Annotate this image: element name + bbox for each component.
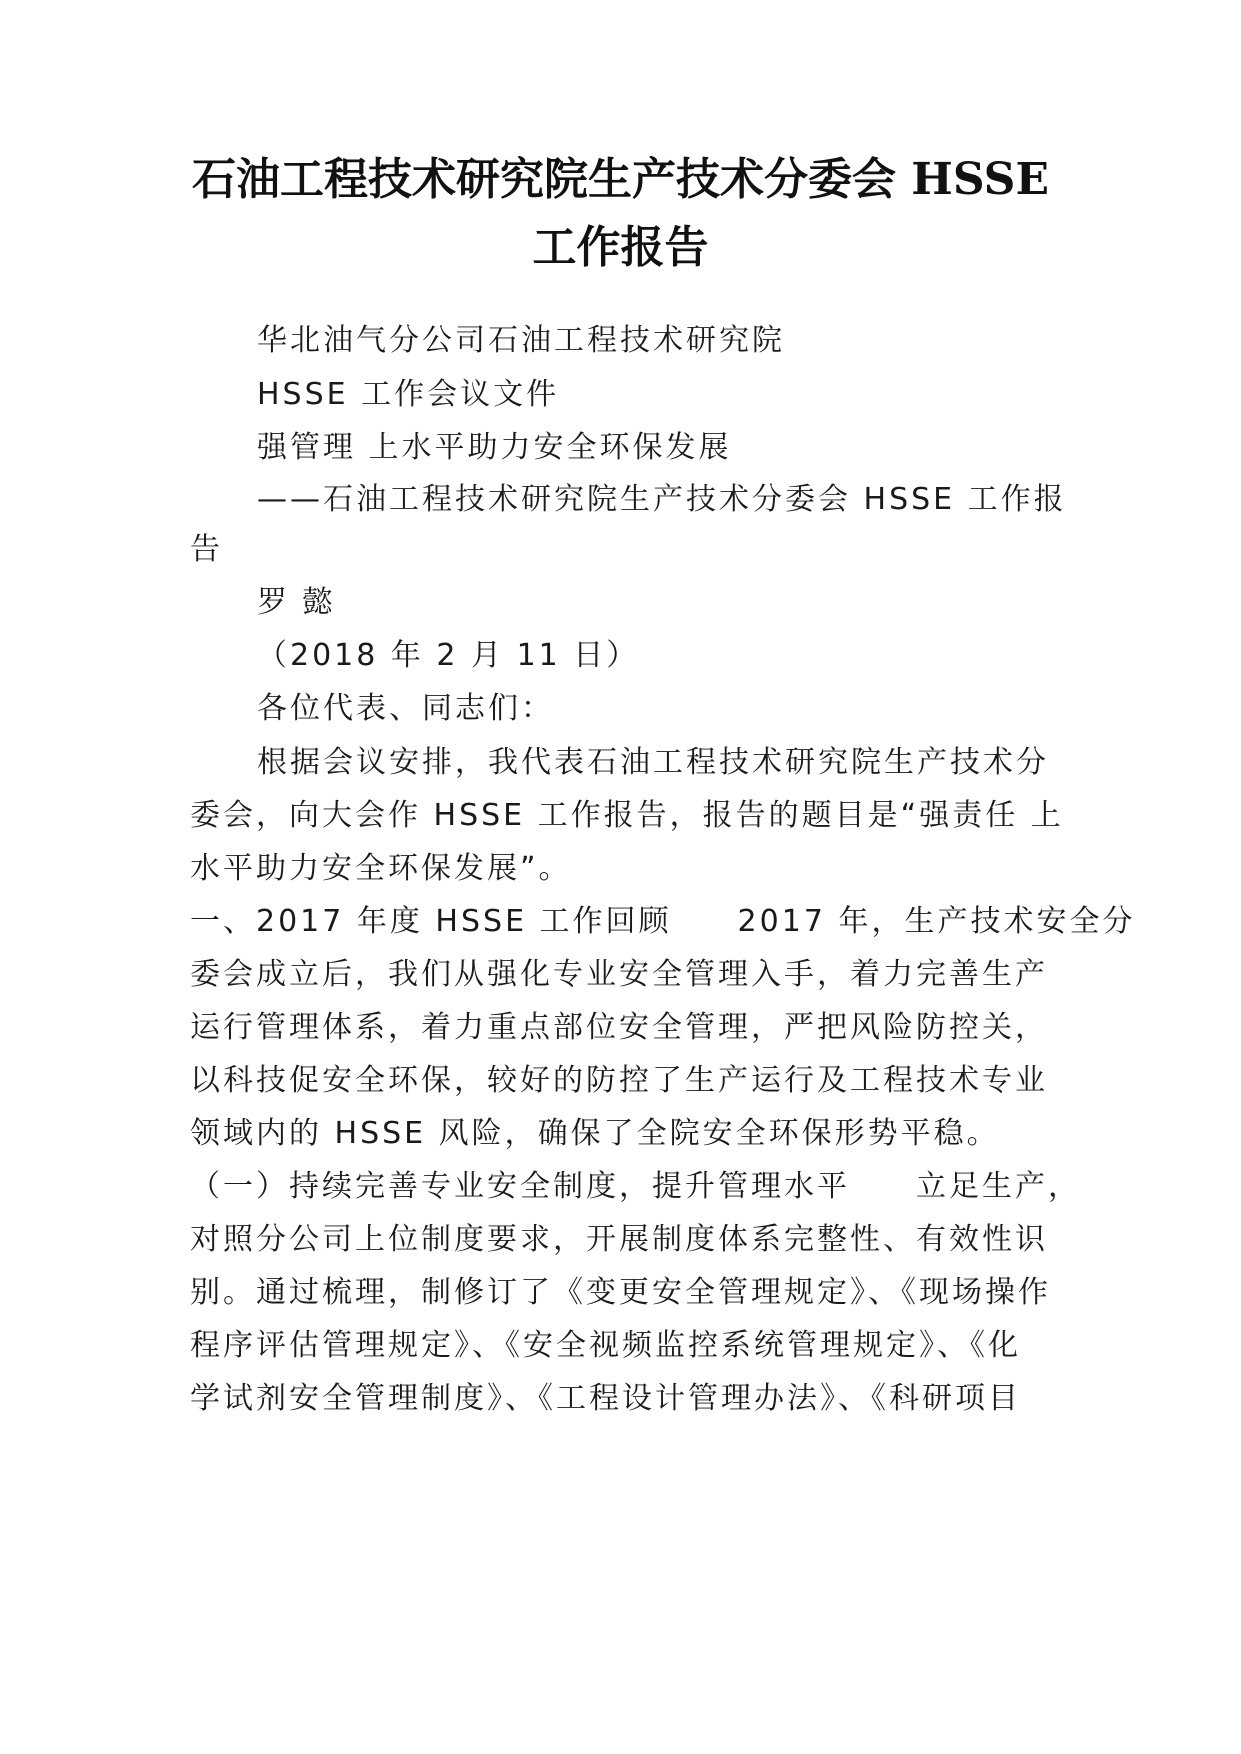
body-line: 程序评估管理规定》、《安全视频监控系统管理规定》、《化 [190,1328,1021,1363]
issuer-line: 华北油气分公司石油工程技术研究院 [257,323,785,358]
body-line: 水平助力安全环保发展”。 [190,851,572,886]
report-subtitle-line: 强管理 上水平助力安全环保发展 [257,430,732,465]
meeting-document-line: HSSE 工作会议文件 [257,377,560,412]
body-line: 别。通过梳理，制修订了《变更安全管理规定》、《现场操作 [190,1275,1051,1310]
body-line: 运行管理体系，着力重点部位安全管理，严把风险防控关， [190,1010,1048,1045]
document-title-line-2: 工作报告 [532,222,709,273]
date-line: （2018 年 2 月 11 日） [257,638,640,673]
body-line: 委会成立后，我们从强化专业安全管理入手，着力完善生产 [190,957,1048,992]
body-line: 学试剂安全管理制度》、《工程设计管理办法》、《科研项目 [190,1381,1021,1416]
section-heading-line: 一、2017 年度 HSSE 工作回顾 2017 年，生产技术安全分 [190,904,1136,939]
body-line: 领域内的 HSSE 风险，确保了全院安全环保形势平稳。 [190,1116,1000,1151]
document-title-line-1: 石油工程技术研究院生产技术分委会 HSSE [191,154,1049,205]
subsection-heading-line: （一）持续完善专业安全制度，提升管理水平 立足生产， [190,1169,1081,1204]
body-line: 根据会议安排，我代表石油工程技术研究院生产技术分 [257,745,1049,780]
body-line: 以科技促安全环保，较好的防控了生产运行及工程技术专业 [190,1063,1048,1098]
salutation-line: 各位代表、同志们： [257,691,554,726]
body-line: 委会，向大会作 HSSE 工作报告，报告的题目是“强责任 上 [190,798,1064,833]
author-line: 罗 懿 [257,585,336,620]
report-subtitle-line-2: ——石油工程技术研究院生产技术分委会 HSSE 工作报 [257,482,1067,517]
report-subtitle-line-3: 告 [190,532,223,567]
body-line: 对照分公司上位制度要求，开展制度体系完整性、有效性识 [190,1222,1048,1257]
